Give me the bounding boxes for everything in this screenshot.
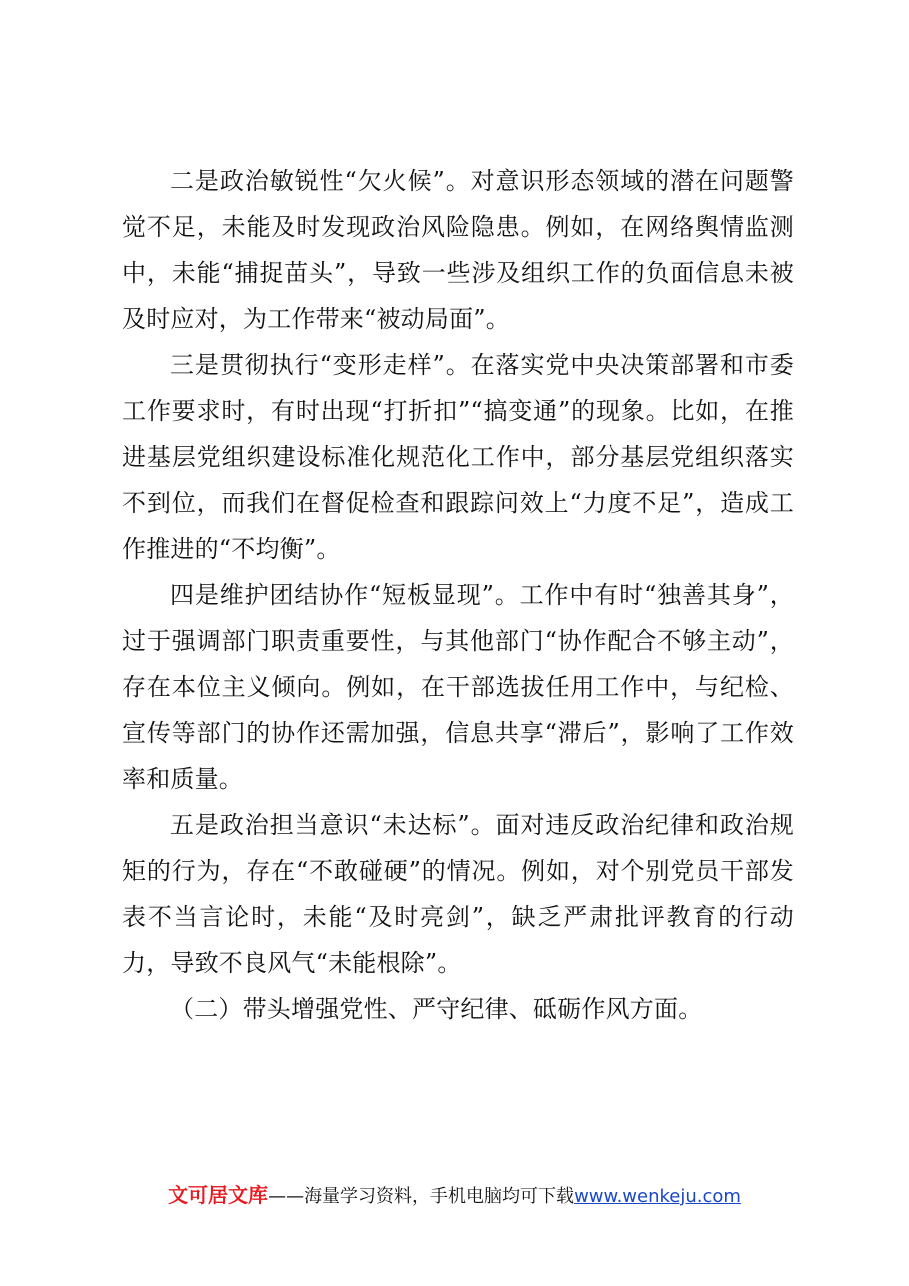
- paragraph-implementation: 三是贯彻执行“变形走样”。在落实党中央决策部署和市委工作要求时，有时出现“打折扣”“搞变通”的现象。比如，在推进基层党组织建设标准化规范化工作中，部分基层党组织落实不到位，而我们在督促检查和跟踪问效上“力度不足”，造成工作推进的“不均衡”。: [122, 351, 794, 563]
- paragraph-unity-cooperation: 四是维护团结协作“短板显现”。工作中有时“独善其身”，过于强调部门职责重要性，与其他部门“协作配合不够主动”，存在本位主义倾向。例如，在干部选拔任用工作中，与纪检、宣传等部门的协作还需加强，信息共享“滞后”，影响了工作效率和质量。: [122, 581, 794, 793]
- footer-link[interactable]: www.wenkeju.com: [574, 1186, 741, 1207]
- footer-slogan: ——海量学习资料，手机电脑均可下载: [268, 1186, 575, 1207]
- document-body: [122, 158, 794, 1032]
- paragraph-political-sensitivity: 二是政治敏锐性“欠火候”。对意识形态领域的潜在问题警觉不足，未能及时发现政治风险隐患。例如，在网络舆情监测中，未能“捕捉苗头”，导致一些涉及组织工作的负面信息未被及时应对，为工作带来“被动局面”。: [122, 167, 794, 333]
- footer-banner: [0, 1182, 909, 1210]
- paragraph-political-responsibility: 五是政治担当意识“未达标”。面对违反政治纪律和政治规矩的行为，存在“不敢碰硬”的情况。例如，对个别党员干部发表不当言论时，未能“及时亮剑”，缺乏严肃批评教育的行动力，导致不良风气“未能根除”。: [122, 811, 794, 977]
- footer-brand: 文可居文库: [168, 1183, 269, 1207]
- section-heading: （二）带头增强党性、严守纪律、砥砺作风方面。: [170, 995, 703, 1023]
